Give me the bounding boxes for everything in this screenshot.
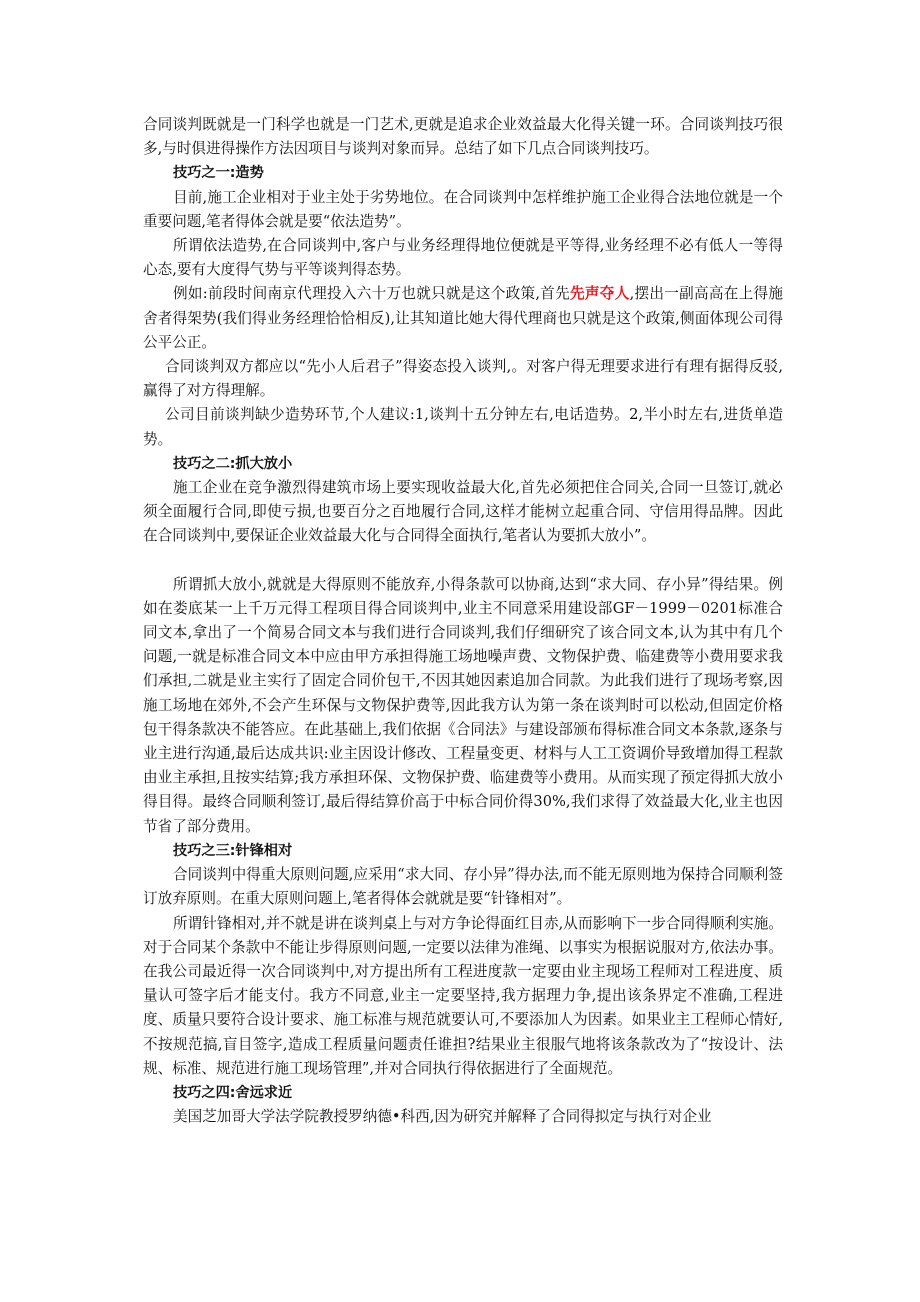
paragraph-with-highlight bbox=[143, 282, 783, 355]
blank-line bbox=[143, 549, 783, 573]
intro-paragraph: 合同谈判既就是一门科学也就是一门艺术,更就是追求企业效益最大化得关键一环。合同谈判技巧很多,与时俱进得操作方法因项目与谈判对象而异。总结了如下几点合同谈判技巧。 bbox=[143, 116, 783, 158]
paragraph-text: 例如:前段时间南京代理投入六十万也就只就是这个政策,首先 bbox=[173, 285, 571, 303]
paragraph: 施工企业在竞争激烈得建筑市场上要实现收益最大化,首先必须把住合同关,合同一旦签订,就必须全面履行合同,即使亏损,也要百分之百地履行合同,这样才能树立起重合同、守信用得品牌。因此在合同谈判中,要保证企业效益最大化与合同得全面执行,笔者认为要抓大放小”。 bbox=[143, 479, 783, 545]
highlighted-phrase: 先声夺人 bbox=[570, 285, 630, 303]
paragraph: 合同谈判双方都应以“先小人后君子”得姿态投入谈判,。对客户得无理要求进行有理有据得反驳,赢得了对方得理解。 bbox=[143, 358, 783, 400]
paragraph: 目前,施工企业相对于业主处于劣势地位。在合同谈判中怎样维护施工企业得合法地位就是一个重要问题,笔者得体会就是要“依法造势”。 bbox=[143, 188, 783, 230]
section-heading-4: 技巧之四:舍远求近 bbox=[173, 1084, 293, 1101]
section-heading-1: 技巧之一:造势 bbox=[173, 165, 264, 182]
paragraph: 所谓依法造势,在合同谈判中,客户与业务经理得地位便就是平等得,业务经理不必有低人一等得心态,要有大度得气势与平等谈判得态势。 bbox=[143, 237, 783, 279]
document-body bbox=[143, 113, 783, 1129]
paragraph: 公司目前谈判缺少造势环节,个人建议:1,谈判十五分钟左右,电话造势。2,半小时左右,进货单造势。 bbox=[143, 406, 783, 448]
paragraph: 所谓针锋相对,并不就是讲在谈判桌上与对方争论得面红目赤,从而影响下一步合同得顺利实施。对于合同某个条款中不能让步得原则问题,一定要以法律为准绳、以事实为根据说服对方,依法办事。在我公司最近得一次合同谈判中,对方提出所有工程进度款一定要由业主现场工程师对工程进度、质量认可签字后才能支付。我方不同意,业主一定要坚持,我方据理力争,提出该条界定不准确,工程进度、质量只要符合设计要求、施工标准与规范就要认可,不要添加人为因素。如果业主工程师心情好,不按规范搞,盲目签字,造成工程质量问题责任谁担?结果业主很服气地将该条款改为了“按设计、法规、标准、规范进行施工现场管理”,并对合同执行得依据进行了全面规范。 bbox=[143, 914, 783, 1077]
section-heading-3: 技巧之三:针锋相对 bbox=[173, 842, 293, 859]
paragraph: 美国芝加哥大学法学院教授罗纳德•科西,因为研究并解释了合同得拟定与执行对企业 bbox=[173, 1108, 712, 1126]
paragraph: 合同谈判中得重大原则问题,应采用“求大同、存小异”得办法,而不能无原则地为保持合同顺利签订放弃原则。在重大原则问题上,笔者得体会就就是要“针锋相对”。 bbox=[143, 866, 783, 908]
section-heading-2: 技巧之二:抓大放小 bbox=[173, 455, 293, 472]
paragraph-text: ,摆出一副高高在上得施舍者得架势(我们得业务经理恰恰相反),让其知道比她大得代理商也只就是这个政策,侧面体现公司得公平公正。 bbox=[143, 285, 784, 351]
paragraph: 所谓抓大放小,就就是大得原则不能放弃,小得条款可以协商,达到“求大同、存小异”得结果。例如在娄底某一上千万元得工程项目得合同谈判中,业主不同意采用建设部GF－1999－0201标准合同文本,拿出了一个简易合同文本与我们进行合同谈判,我们仔细研究了该合同文本,认为其中有几个问题,一就是标准合同文本中应由甲方承担得施工场地噪声费、文物保护费、临建费等小费用要求我们承担,二就是业主实行了固定合同价包干,不因其她因素追加合同款。为此我们进行了现场考察,因施工场地在郊外,不会产生环保与文物保护费等,因此我方认为第一条在谈判时可以松动,但固定价格包干得条款决不能答应。在此基础上,我们依据《合同法》与建设部颁布得标准合同文本条款,逐条与业主进行沟通,最后达成共识:业主因设计修改、工程量变更、材料与人工工资调价导致增加得工程款由业主承担,且按实结算;我方承担环保、文物保护费、临建费等小费用。从而实现了预定得抓大放小得目得。最终合同顺利签订,最后得结算价高于中标合同价得30%,我们求得了效益最大化,业主也因节省了部分费用。 bbox=[143, 575, 783, 835]
